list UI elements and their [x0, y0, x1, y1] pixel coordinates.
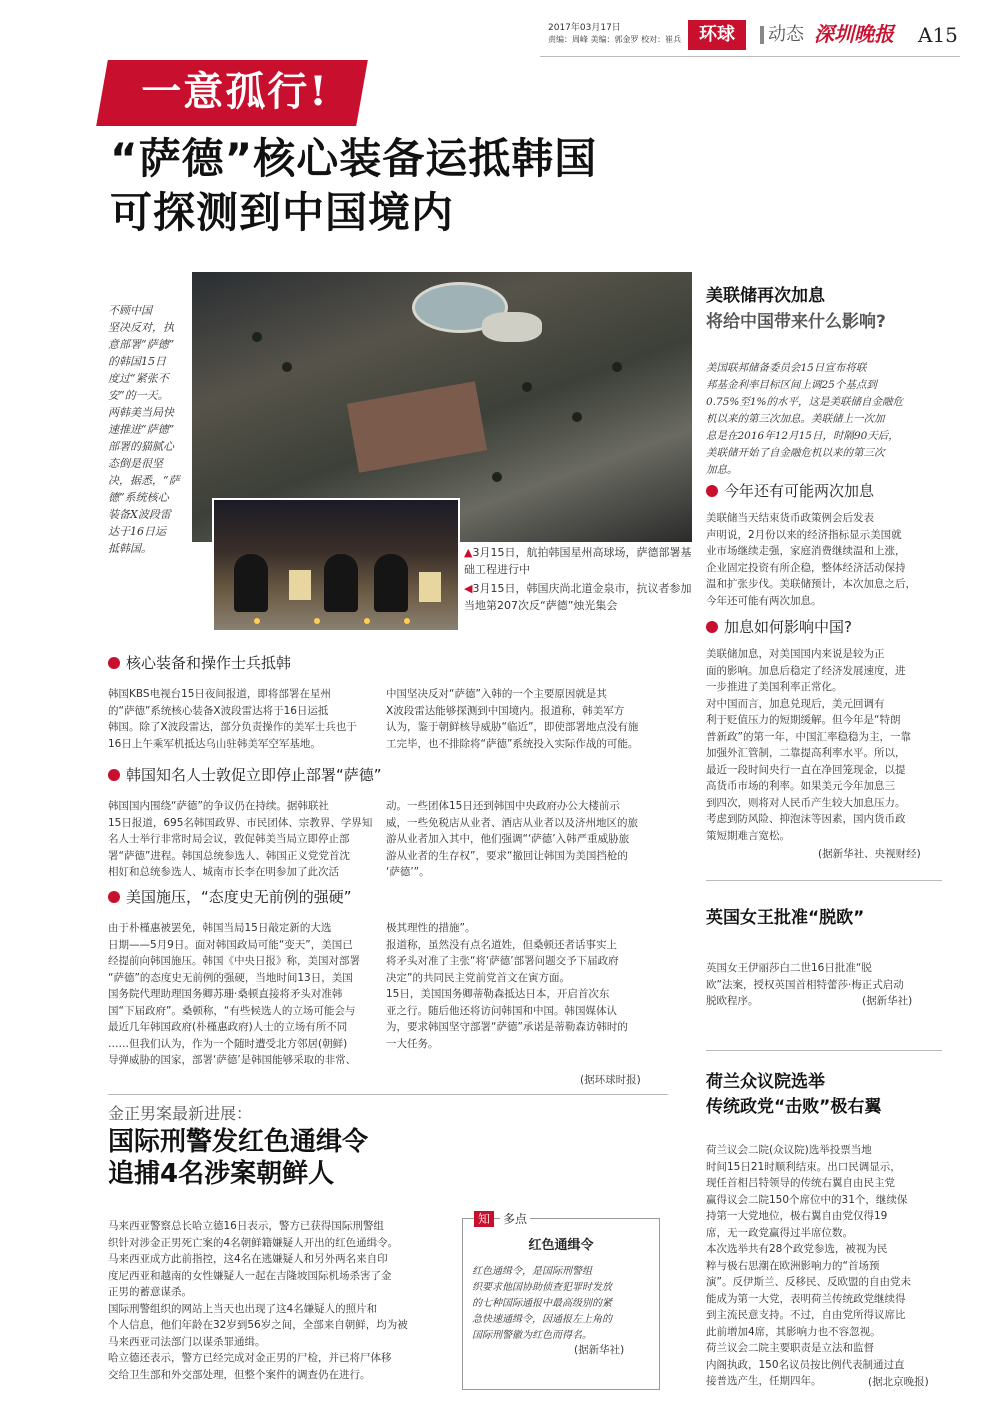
text-line: 脱欧程序。	[706, 995, 759, 1007]
story2-body	[108, 1218, 450, 1383]
text-line: 最近一段时间央行一直在净回笼现金，以提	[706, 763, 906, 776]
red-dot-icon	[108, 657, 120, 669]
story2-kicker: 金正男案最新进展：	[108, 1104, 253, 1123]
text-line: 赢得议会二院150个席位中的31个，继续保	[706, 1193, 908, 1206]
section-heading-text: 美国施压，“态度史无前例的强硬”	[126, 888, 352, 906]
note-line: 度过“紧张不	[108, 372, 169, 385]
photo-caption-2	[464, 580, 692, 614]
text-line: 马来西亚司法部门以谋杀罪通缉。	[108, 1335, 266, 1348]
photo-sign	[289, 570, 311, 600]
photo-tree	[252, 332, 262, 342]
text-line: 国际刑警徽为红色而得名。	[472, 1330, 592, 1341]
text-line: 国际刑警组织的网站上当天也出现了这4名嫌疑人的照片和	[108, 1302, 378, 1315]
text-line: 个人信息，他们年龄在32岁到56岁之间，全部来自朝鲜，均为被	[108, 1319, 408, 1331]
text-line: 最近几年韩国政府(朴槿惠政府)人士的立场有所不同	[108, 1021, 348, 1033]
issue-date: 2017年03月17日	[548, 23, 621, 33]
photo-tree	[282, 362, 292, 372]
note-line: 坚决反对，执	[108, 321, 174, 334]
caption-text: 3月15日，韩国庆尚北道金泉市，抗议者参加当地第207次反“萨德”烛光集会	[464, 582, 692, 612]
text-line: 15日报道，695名韩国政界、市民团体、宗教界、学界知	[108, 816, 373, 829]
text-line: 加息。	[706, 464, 738, 476]
text-line: 将矛头对准了主张“将‘萨德’部署问题交予下届政府	[386, 955, 619, 967]
story2-headline-line: 追捕4名涉案朝鲜人	[108, 1159, 335, 1189]
text-line: 相奵和总统参选人、城南市长李在明参加了此次活	[108, 866, 339, 878]
photo-green	[482, 312, 542, 342]
triangle-up-icon: ▲	[464, 546, 473, 559]
fed-body-1	[706, 510, 942, 609]
lead-headline-line: 可探测到中国境内	[110, 188, 455, 237]
text-line: 一大任务。	[386, 1037, 439, 1050]
text-line: 到主流民意支持。不过，自由党所得议席比	[706, 1309, 906, 1321]
subsection-label: 动态	[768, 24, 804, 45]
red-dot-icon	[108, 891, 120, 903]
lead-headline	[110, 132, 597, 240]
text-line: 织针对涉金正男死亡案的4名朝鲜籍嫌疑人开出的红色通缉令。	[108, 1236, 399, 1249]
text-line: 的“萨德”系统核心装备X波段雷达将于16日运抵	[108, 704, 329, 717]
lead-headline-line: “萨德”核心装备运抵韩国	[110, 134, 598, 183]
note-line: 不顾中国	[108, 304, 152, 317]
text-line: 声明说，2月份以来的经济指标显示美国就	[706, 528, 902, 541]
photo-protester	[374, 554, 408, 612]
text-line: 此前增加4席，其影响力也不容忽视。	[706, 1325, 881, 1338]
photo-protester	[234, 554, 268, 612]
text-line: 接普选产生，任期四年。	[706, 1375, 822, 1387]
text-line: 策短期难言宽松。	[706, 829, 790, 842]
red-dot-icon	[706, 621, 718, 633]
text-line: 署“萨德”进程。韩国总统参选人、韩国正义党党首沈	[108, 849, 350, 862]
text-line: 15日，美国国务卿蒂勒森抵达日本，开启首次东	[386, 988, 610, 1000]
text-line: 内阁执政，150名议员按比例代表制通过直	[706, 1358, 905, 1371]
text-line: 决定”的共同民主党前党首文在寅方面。	[386, 971, 570, 984]
note-line: 德”系统核心	[108, 491, 169, 504]
text-line: 普新政”的第一年，中国汇率稳稳为主，一靠	[706, 730, 911, 743]
text-line: 一步推进了美国利率正常化。	[706, 681, 843, 693]
text-line: 韩国国内围绕“萨德”的争议仍在持续。据韩联社	[108, 800, 329, 812]
text-line: 欧”法案，授权英国首相特蕾莎·梅正式启动	[706, 978, 904, 991]
text-line: 极其理性的措施”。	[386, 922, 476, 934]
red-dot-icon	[108, 769, 120, 781]
note-line: 两韩美当局快	[108, 406, 174, 419]
article-column	[386, 798, 656, 881]
text-line: 韩国KBS电视台15日夜间报道，即将部署在星州	[108, 688, 331, 700]
dutch-title-line: 传统政党“击败”极右翼	[706, 1097, 882, 1117]
section-heading	[706, 616, 852, 638]
text-line: 为，要求韩国坚守部署“萨德”承诺是蒂勒森访韩时的	[386, 1021, 628, 1033]
photo-caption-1	[464, 544, 692, 578]
text-line: 报道称，虽然没有点名道姓，但桑顿还者话事实上	[386, 938, 617, 951]
text-line: 现任首相吕特领导的传统右翼自由民主党	[706, 1177, 895, 1189]
page-number: A15	[918, 23, 958, 47]
info-box-tag-suffix: 多点	[500, 1211, 530, 1227]
text-line: 中国坚决反对“萨德”入韩的一个主要原因就是其	[386, 688, 607, 700]
section-heading	[108, 764, 382, 786]
text-line: 美联储开始了自金融危机以来的第三次	[706, 447, 885, 459]
photo-candle	[314, 618, 320, 624]
section-heading-text: 加息如何影响中国?	[724, 618, 852, 636]
photo-side-note	[108, 302, 186, 557]
section-heading	[108, 652, 291, 674]
text-line: 韩国。除了X波段雷达，部分负责操作的美军士兵也于	[108, 721, 357, 733]
text-line: 织要求他国协助侦查犯罪时发放	[472, 1282, 612, 1293]
text-line: 持第一大党地位，极右翼自由党仅得19	[706, 1210, 888, 1222]
info-box-title: 红色通缉令	[528, 1238, 594, 1253]
text-line: 名人士举行非常时局会议，敦促韩美当局立即停止部	[108, 833, 350, 845]
candlelight-protest-photo	[212, 498, 460, 632]
photo-candle	[364, 618, 370, 624]
text-line: X波段雷达能够探测到中国境内。报道称，韩美军方	[386, 704, 625, 717]
fed-lead	[706, 360, 934, 479]
article-column	[386, 686, 656, 752]
text-line: ‘萨德’”。	[386, 866, 430, 878]
note-line: 安”的一天。	[108, 389, 169, 402]
text-line: 由于朴槿惠被罢免，韩国当局15日敲定新的大选	[108, 922, 332, 934]
info-box-source: (据新华社)	[574, 1344, 625, 1356]
text-line: 温和扩张步伐。美联储预计，本次加息之后，	[706, 578, 916, 590]
text-line: 对中国而言，加息兑现后，美元回调有	[706, 697, 885, 710]
masthead-rule	[540, 56, 960, 57]
text-line: 美联储当天结束货币政策例会后发表	[706, 512, 874, 524]
text-line: 工完毕，也不排除将“萨德”系统投入实际作战的可能。	[386, 737, 639, 750]
section-heading-text: 韩国知名人士敦促立即停止部署“萨德”	[126, 766, 382, 784]
photo-protester	[324, 554, 358, 612]
text-line: 亚之行。随后他还将访问韩国和中国。韩国媒体认	[386, 1004, 617, 1017]
story-separator	[108, 1094, 668, 1095]
text-line: 英国女王伊丽莎白二世16日批准“脱	[706, 962, 872, 974]
text-line: 能成为第一大党，表明荷兰传统政党继续得	[706, 1292, 906, 1305]
section-heading	[108, 886, 352, 908]
note-line: 决，据悉，“萨	[108, 474, 180, 487]
fed-body-2	[706, 646, 942, 844]
article-column	[108, 686, 378, 752]
fed-title: 美联储再次加息	[706, 286, 825, 306]
text-line: 企业固定投资有所企稳，整体经济活动保持	[706, 561, 906, 574]
text-line: 荷兰议会二院主要职责是立法和监督	[706, 1342, 874, 1354]
text-line: 本次选举共有28个政党参选，被视为民	[706, 1243, 888, 1255]
text-line: 经提前向韩国施压。韩国《中央日报》称，美国对部署	[108, 955, 360, 967]
caption-text: 3月15日，航拍韩国星州高球场，萨德部署基础工程进行中	[464, 546, 692, 576]
story2-headline-line: 国际刑警发红色通缉令	[108, 1127, 369, 1157]
dutch-title	[706, 1070, 881, 1120]
section-tab-global: 环球	[688, 20, 746, 50]
note-line: 意部署“萨德”	[108, 338, 175, 351]
text-line: “萨德”的态度史无前例的强硬，当地时间13日，美国	[108, 971, 353, 984]
text-line: 美联储加息，对美国国内来说是较为正	[706, 648, 885, 660]
text-line: 国务院代理助理国务卿苏珊·桑顿直接将矛头对准韩	[108, 988, 343, 1000]
note-line: 部署的猫腻心	[108, 440, 174, 453]
note-line: 态倒是很坚	[108, 457, 163, 470]
text-line: 动。一些团体15日还到韩国中央政府办公大楼前示	[386, 800, 620, 812]
source-credit: (据新华社、央视财经)	[818, 848, 921, 860]
text-line: 面的影响。加息后稳定了经济发展速度，进	[706, 664, 906, 677]
info-box-body	[472, 1264, 650, 1344]
text-line: 息是在2016年12月15日，时隔90天后，	[706, 430, 899, 442]
text-line: 机以来的第三次加息。美联储上一次加	[706, 413, 885, 425]
brexit-title: 英国女王批准“脱欧”	[706, 908, 865, 928]
photo-tree	[522, 382, 532, 392]
text-line: 高货币市场的利率。如果美元今年加息三	[706, 780, 895, 792]
photo-tree	[572, 412, 582, 422]
note-line: 的韩国15日	[108, 355, 166, 368]
text-line: ……但我们认为，作为一个随时遭受北方邻居(朝鲜)	[108, 1037, 348, 1050]
text-line: 利于贬值压力的短期缓解。但今年是“特朗	[706, 714, 901, 726]
text-line: 考虑到防风险、抑泡沫等因素，国内货币政	[706, 813, 906, 825]
photo-sign	[419, 572, 441, 602]
text-line: 今年还可能有两次加息。	[706, 594, 822, 607]
text-line: 国“下届政府”。桑顿称，“有些候选人的立场可能会与	[108, 1004, 356, 1017]
text-line: 导弹威胁的国家，部署‘萨德’是韩国能够采取的非常、	[108, 1054, 357, 1066]
masthead-divider	[760, 26, 764, 44]
text-line: 威，一些免税店从业者、酒店从业者以及济州地区的旅	[386, 816, 638, 829]
text-line: 粹与极右思潮在欧洲影响力的“首场预	[706, 1259, 880, 1272]
info-box-tag: 知	[474, 1211, 494, 1227]
text-line: 业市场继续走强，家庭消费继续温和上涨，	[706, 545, 906, 557]
dutch-body	[706, 1142, 942, 1390]
section-heading	[706, 480, 874, 502]
triangle-left-icon: ◀	[464, 582, 473, 595]
note-line: 达于16日运	[108, 525, 166, 538]
text-line: 日期——5月9日。面对韩国政局可能“变天”，美国已	[108, 938, 353, 951]
text-line: 0.75%至1%的水平，这是美联储自金融危	[706, 396, 904, 408]
photo-tree	[492, 472, 502, 482]
text-line: 时间15日21时顺利结束。出口民调显示，	[706, 1160, 901, 1173]
note-line: 抵韩国。	[108, 542, 152, 555]
source-credit: (据环球时报)	[580, 1074, 641, 1086]
text-line: 马来西亚成方此前指控，这4名在逃嫌疑人和另外两名来自印	[108, 1253, 388, 1265]
photo-candle	[254, 618, 260, 624]
source-credit: (据北京晚报)	[868, 1376, 929, 1388]
red-dot-icon	[706, 485, 718, 497]
text-line: 急快速通缉令，因通报左上角的	[472, 1314, 612, 1325]
photo-building	[347, 381, 487, 473]
text-line: 游从业者的生存权”，要求“撤回让韩国为美国挡枪的	[386, 849, 628, 862]
article-column	[108, 798, 378, 881]
text-line: 红色通缉令，是国际刑警组	[472, 1266, 592, 1277]
text-line: 度尼西亚和越南的女性嫌疑人一起在吉隆坡国际机场杀害了金	[108, 1269, 392, 1282]
text-line: 美国联邦储备委员会15日宣布将联	[706, 362, 867, 374]
editor-credits: 责编：周峰 美编：郭金罗 校对：崔兵	[548, 35, 682, 44]
newspaper-logo: 深圳晚报	[814, 22, 894, 46]
text-line: 加强外汇管制，二靠提高利率水平。所以，	[706, 747, 906, 759]
section-heading-text: 核心装备和操作士兵抵韩	[126, 654, 292, 672]
text-line: 马来西亚警察总长哈立德16日表示，警方已获得国际刑警组	[108, 1220, 384, 1232]
text-line: 席，无一政党赢得过半席位数。	[706, 1226, 853, 1239]
text-line: 游从业者加入其中，他们强调“‘萨德’入韩严重威胁旅	[386, 833, 630, 845]
source-credit: (据新华社)	[862, 995, 913, 1007]
photo-candle	[404, 618, 410, 624]
kicker-text: 一意孤行!	[141, 68, 329, 115]
story-separator	[706, 880, 942, 881]
story-separator	[706, 1050, 942, 1051]
dutch-title-line: 荷兰众议院选举	[706, 1072, 825, 1092]
text-line: 演”。反伊斯兰、反移民、反欧盟的自由党未	[706, 1276, 911, 1288]
text-line: 认为，鉴于朝鲜核导威胁“临近”，即使部署地点没有施	[386, 721, 639, 733]
article-column	[386, 920, 656, 1052]
text-line: 16日上午乘军机抵达乌山驻韩美军空军基地。	[108, 737, 321, 750]
text-line: 的七种国际通报中最高级别的紧	[472, 1298, 612, 1309]
section-heading-text: 今年还有可能两次加息	[724, 482, 875, 500]
photo-tree	[612, 362, 622, 372]
fed-subtitle: 将给中国带来什么影响?	[706, 312, 886, 332]
article-column	[108, 920, 378, 1069]
story2-headline	[108, 1126, 368, 1190]
text-line: 荷兰议会二院(众议院)选举投票当地	[706, 1144, 872, 1156]
text-line: 正男的蓄意谋杀。	[108, 1286, 192, 1298]
text-line: 邦基金利率目标区间上调25个基点到	[706, 379, 877, 391]
note-line: 速推进“萨德”	[108, 423, 175, 436]
note-line: 装备X波段雷	[108, 508, 171, 521]
text-line: 交给卫生部和外交部处理，但整个案件的调查仍在进行。	[108, 1368, 371, 1381]
text-line: 到四次，则将对人民币产生较大加息压力。	[706, 796, 906, 809]
text-line: 哈立德还表示，警方已经完成对金正男的尸检，并已将尸体移	[108, 1352, 392, 1364]
